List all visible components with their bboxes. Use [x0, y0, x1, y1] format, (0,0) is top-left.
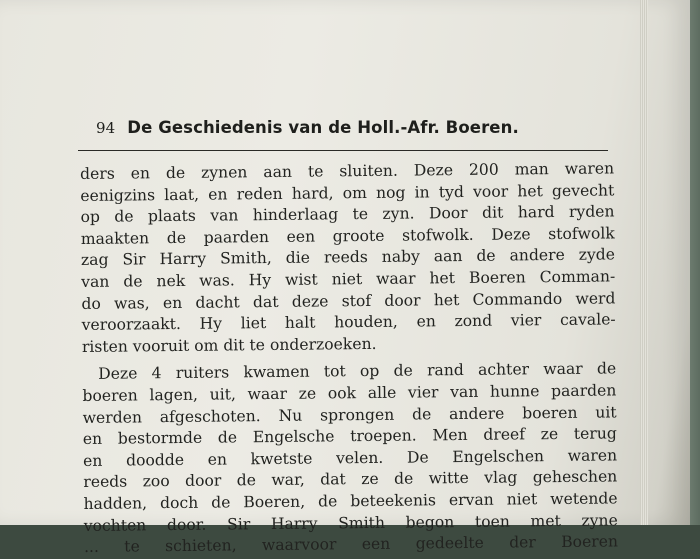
text-line: vochten door. Sir Harry Smith begon toen met zyne	[83, 510, 618, 535]
body-text	[80, 158, 624, 558]
text-line: veroorzaakt. Hy liet halt houden, en zond vier cavale-	[81, 310, 616, 335]
text-line: en doodde en kwetste velen. De Engelschen waren	[83, 446, 618, 470]
page-edges	[640, 0, 648, 525]
text-line: en bestormde de Engelsche troepen. Men dreef ze terug	[82, 424, 617, 449]
header-rule	[78, 150, 608, 151]
text-line: ... te schieten, waarvoor een gedeelte der Boeren	[83, 532, 619, 557]
running-title: De Geschiedenis van de Holl.-Afr. Boeren.	[127, 118, 519, 137]
text-line: op de plaats van hinderlaag te zyn. Door dit hard ryden	[80, 202, 615, 227]
text-line: zag Sir Harry Smith, die reeds naby aan de andere zyde	[80, 245, 616, 270]
text-line: Deze 4 ruiters kwamen tot op de rand achter waar de	[98, 359, 617, 384]
text-line: eenigzins laat, en reden hard, om nog in tyd voor het gevecht	[80, 181, 615, 205]
text-line: do was, en dacht dat deze stof door het Commando werd	[81, 288, 616, 313]
text-line: risten vooruit om dit te onderzoeken.	[81, 334, 377, 356]
text-line: maakten de paarden een groote stofwolk. Deze stofwolk	[80, 224, 615, 248]
text-line: reeds zoo door de war, dat ze de witte vlag geheschen	[83, 467, 618, 492]
text-line: boeren lagen, uit, waar ze ook alle vier van hunne paarden	[82, 381, 617, 405]
page-header	[96, 118, 616, 142]
text-line: hadden, doch de Boeren, de beteekenis ervan niet wetende	[83, 489, 618, 513]
text-line: ders en de zynen aan te sluiten. Deze 200 man waren	[80, 159, 615, 183]
text-line: van de nek was. Hy wist niet waar het Boeren Comman-	[81, 267, 616, 291]
text-line: werden afgeschoten. Nu sprongen de andere boeren uit	[82, 402, 617, 427]
page-number: 94	[96, 119, 116, 137]
